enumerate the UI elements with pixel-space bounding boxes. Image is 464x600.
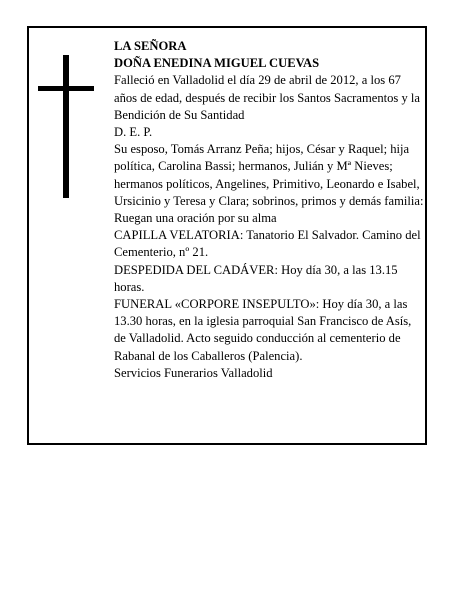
funeral-services: Servicios Funerarios Valladolid <box>114 365 273 380</box>
obituary-text <box>114 38 424 382</box>
cross-icon-vertical <box>63 55 69 198</box>
death-statement: Falleció en Valladolid el día 29 de abril de 2012, a los 67 años de edad, después de recibir los Santos Sacramentos y la Bendición de Su Santidad <box>114 73 421 122</box>
chapel-info: CAPILLA VELATORIA: Tanatorio El Salvador. Camino del Cementerio, nº 21. <box>114 228 421 260</box>
dep-line: D. E. P. <box>114 125 153 140</box>
family-list: Su esposo, Tomás Arranz Peña; hijos, César y Raquel; hija política, Carolina Bassi; hermanos, Julián y Mª Nieves; hermanos políticos, Angelines, Primitivo, Leonardo e Isabel, Ursicinio y Teresa y Clara; sobrinos, primos y demás familia: <box>114 142 424 208</box>
notice-title: LA SEÑORA <box>114 39 187 53</box>
cross-icon-horizontal <box>38 86 94 91</box>
funeral-info: FUNERAL «CORPORE INSEPULTO»: Hoy día 30, a las 13.30 horas, en la iglesia parroquial San Francisco de Asís, de Valladolid. Acto seguido conducción al cementerio de Rabanal de los Caballeros (Palencia). <box>114 297 412 363</box>
farewell-info: DESPEDIDA DEL CADÁVER: Hoy día 30, a las 13.15 horas. <box>114 262 398 294</box>
prayer-request: Ruegan una oración por su alma <box>114 211 277 226</box>
deceased-name: DOÑA ENEDINA MIGUEL CUEVAS <box>114 56 320 71</box>
